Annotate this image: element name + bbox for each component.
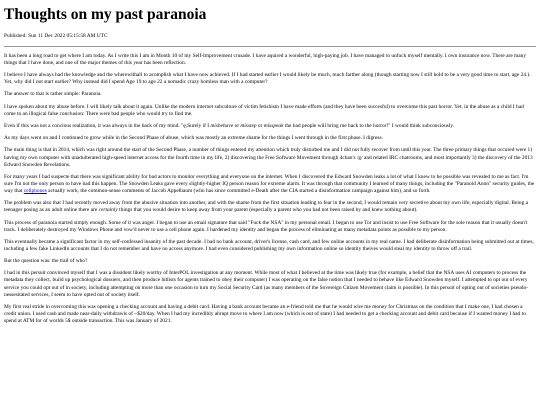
paragraph: It has been a long road to get where I am today. As I write this I am in Month 10 of my Self-Improvement crusade. I have aquired a wonderful, high-paying job. I have managed to unfuck myself mentally. I own insurance now. There are many things that I have done, and one of the major themes of this year has been reflection. [4, 52, 527, 66]
emphasis: misbehave [210, 122, 234, 129]
emphasis: certainly [98, 207, 118, 214]
text-run: The problem was also that I had recently moved away from the abusive situation into another, and with the shame from the first situation leading to fear in the second, I would remain very secretive about my own life, especially digital. Being a teenager posing as an adult online there are [4, 200, 529, 214]
paragraph: I had in this persuit convinced myself that I was a dissident likely worthy of InterPOL investigation at any moment. While most of what I believed at the time was likely true (for example, a belief that the NSA uses AI computers to process the metadata they collect, build up psychological dossiers, and then produce hitlists for agents trained to obey their computer) I was operating on the false notion that I needed to behave like Edward Snowden myself. I attempted to opt out of every service you could opt out of in society, including attempting on more than one occasion to turn my Social Security Card (as many members of the Sovereign Citizen Movement claim is possible). In this persuit of opting out of societies pseudo-nessesitated services, I seem to have opted out of society itself. [4, 270, 528, 298]
paragraph: The main thing is that in 2014, which was right around the start of the Second Phase, a number of things entered my attention which truly disturbed me and I did not fully recover from until this year. The three primary things that occured were 1) having my own computer with unadulterated high-speed internet access for the fourth time in my life, 2) discovering the Free Software Movement through 4chan's /g/ and related IRC chatrooms, and most importantly 3) the discovery of the 2013 Edward Snowden Revelations. [4, 147, 533, 168]
emphasis: misstep [240, 122, 257, 129]
paragraph: But the question was: the trail of who? [4, 258, 88, 265]
paragraph: My first real stride in overcoming this was opening a checking account and having a debit card. Having a bank account became an e-friend told me that he would wire me money for Christmas on the condition that I make one, I had chosen a credit union. I used cash and made near-daily withdrawls of ~$20/day. When I had my incredibly abrupt move to where I am now (which is out of state) I had needed to get a checking account and debit card because if I wanted money I had to spend at ATM for of worlds 5$ outside transaction. This was January of 2021. [4, 303, 526, 324]
paragraph: This process of paranoia started simply enough. Some of it was anger. I began to use an email signature that said "Fuck the NSA" in my personal email. I began to use Tor and insist to use Free Software for the sole reason that it usually doesn't track. I deliberately destroyed my Windows Phone and vow'd never to use a cell phone again. I hardened my identity and began the process of eliminating as many metadata points as possible to my person. [4, 219, 528, 233]
paragraph [4, 174, 536, 195]
text-run: actually work, the common-sense comments of Jaccob Appelbaum (who has since committed e-Death after the CIA started a disinformation campaign against him), and so forth. [46, 187, 431, 194]
paragraph: As my days went on and I continued to grow while in the Second Phase of abuse, which was mostly an extreme shame for the things I went through in the first phase. I digress. [4, 135, 383, 142]
page-title: Thoughts on my past paranoia [4, 6, 207, 23]
paragraph: I believe I have always had the knowledge and the wherewithall to acomplish what I have now achieved. If I had started earlier I would likely be much, much farther along (though starting now I still hold to be a very good time to start, age 24.). Yet, why did I not start earlier? Why instead did I spend Age 19 to age 22 a nomadic crazy homless man with a computer? [4, 71, 531, 85]
paragraph [4, 200, 536, 214]
cellphones-link[interactable]: cellphones [23, 187, 47, 194]
text-run: or [233, 122, 241, 129]
text-run: or [256, 122, 264, 129]
paragraph: I have spoken about my abuse before. I will likely talk about it again. Unlike the modern internet subculture of victim fetishism I have made efforts (and they have been succesful) to overcome this past horror. Yet, in the abuse as a child I had come to an illogical false conclusion: There were bad people who would try to find me. [4, 103, 524, 117]
text-run: For many years I had suspecte that there was significant ability for bad actors to monitor everything and everyone on the internet. When I discovered the Edward Snowden leaks a lot of what I knew to be possible was revealed to me as fact. I'm sure I'm not the only person to have had this happen. The Snowden Leaks gave every slightly-higher IQ person reason for extreme alarm. It was through that community I learned of many things, including the "Paranoid Anon" security guides, the way that [4, 173, 535, 194]
text-run: the bad people will bring me back to the horror!" I would think subconciously. [283, 122, 455, 129]
emphasis: misspeak [263, 122, 284, 129]
divider [4, 46, 536, 47]
paragraph [4, 123, 536, 130]
published-date: Published: Sun 11 Dec 2022 05:15:58 AM UTC [4, 32, 108, 39]
paragraph: The answer to that is rather simple: Paranoia. [4, 91, 102, 98]
text-run: things that you would desire to keep away from your parent (especially a parent who you had not been raised by and knew nothing about). [117, 207, 418, 214]
text-run: Even if this was not a concious realization, it was always in the back of my mind. "ę;Surely if I [4, 122, 211, 129]
paragraph: This eventually became a significant factor in my self-confessed insanity of the past decade. I had no bank account, driver's license, cash card, and few online accounts in my real name. I had deliberate disinformation being submitted out at times, including a few fake LinkedIn accounts that I do not remember and have no access anymore. I had even considered publishing my own information online so identity theives would steal my identity to throw off a trail. [4, 238, 534, 252]
